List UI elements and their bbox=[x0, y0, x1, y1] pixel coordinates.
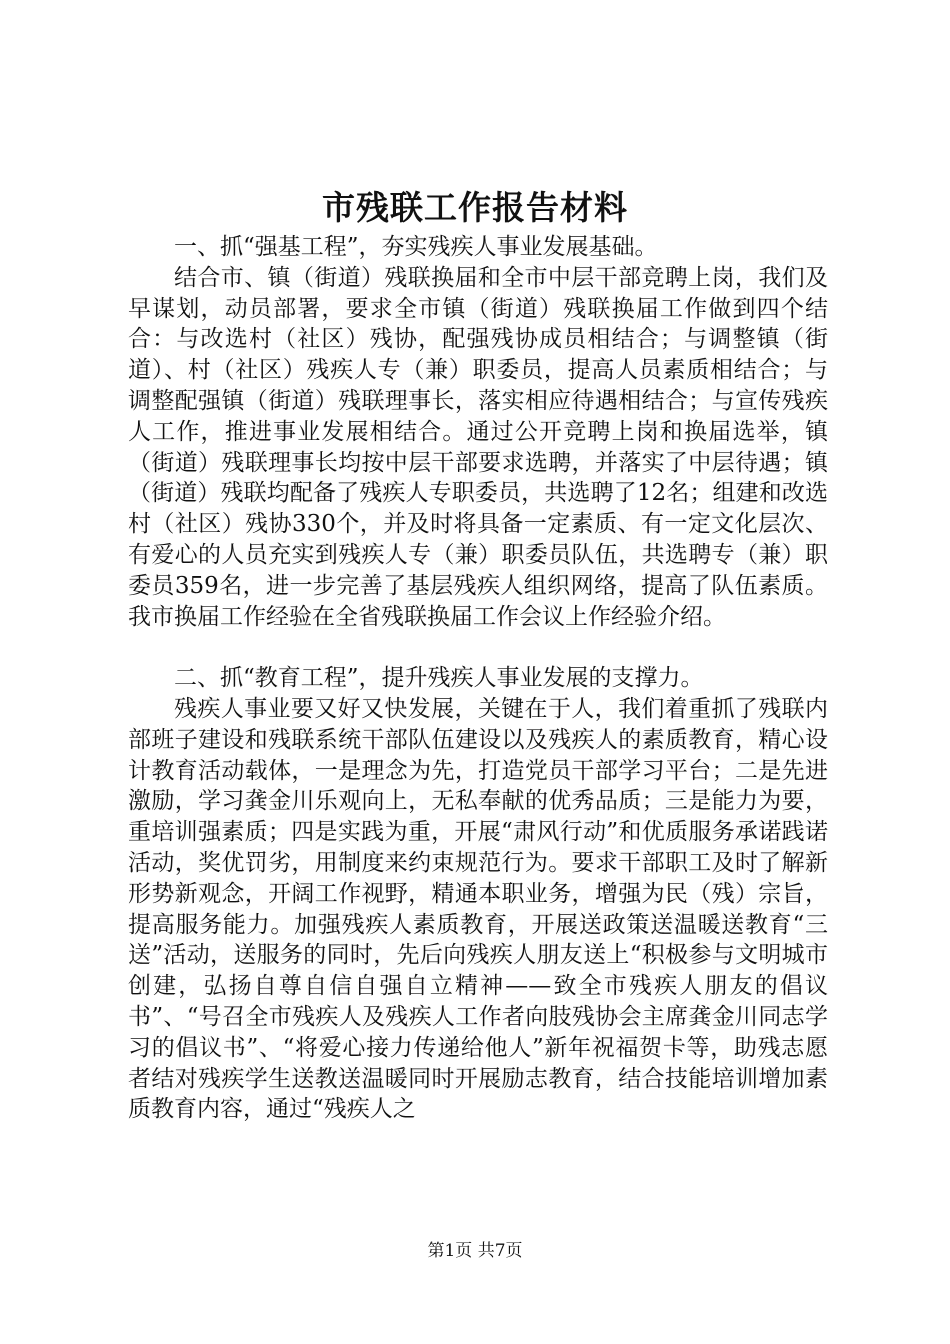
document-body bbox=[128, 232, 828, 1125]
section-heading-2: 二、抓“教育工程”，提升残疾人事业发展的支撑力。 bbox=[174, 665, 704, 692]
page-footer: 第1页 共7页 bbox=[427, 1241, 523, 1261]
paragraph-2: 残疾人事业要又好又快发展，关键在于人，我们着重抓了残联内部班子建设和残联系统干部队伍建设以及残疾人的素质教育，精心设计教育活动载体，一是理念为先，打造党员干部学习平台；二是先进激励，学习龚金川乐观向上，无私奉献的优秀品质；三是能力为要，重培训强素质；四是实践为重，开展“肃风行动”和优质服务承诺践诺活动，奖优罚劣，用制度来约束规范行为。要求干部职工及时了解新形势新观念，开阔工作视野，精通本职业务，增强为民（残）宗旨，提高服务能力。加强残疾人素质教育，开展送政策送温暖送教育“三送”活动，送服务的同时，先后向残疾人朋友送上“积极参与文明城市创建，弘扬自尊自信自强自立精神——致全市残疾人朋友的倡议书”、“号召全市残疾人及残疾人工作者向肢残协会主席龚金川同志学习的倡议书”、“将爱心接力传递给他人”新年祝福贺卡等，助残志愿者结对残疾学生送教送温暖同时开展励志教育，结合技能培训增加素质教育内容，通过“残疾人之 bbox=[128, 695, 828, 1123]
section-heading-1: 一、抓“强基工程”，夯实残疾人事业发展基础。 bbox=[174, 234, 658, 260]
paragraph-1: 结合市、镇（街道）残联换届和全市中层干部竞聘上岗，我们及早谋划，动员部署，要求全市镇（街道）残联换届工作做到四个结合：与改选村（社区）残协，配强残协成员相结合；与调整镇（街道）、村（社区）残疾人专（兼）职委员，提高人员素质相结合；与调整配强镇（街道）残联理事长，落实相应待遇相结合；与宣传残疾人工作，推进事业发展相结合。通过公开竞聘上岗和换届选举，镇（街道）残联理事长均按中层干部要求选聘，并落实了中层待遇；镇（街道）残联均配备了残疾人专职委员，共选聘了12名；组建和改选村（社区）残协330个，并及时将具备一定素质、有一定文化层次、有爱心的人员充实到残疾人专（兼）职委员队伍，共选聘专（兼）职委员359名，进一步完善了基层残疾人组织网络，提高了队伍素质。我市换届工作经验在全省残联换届工作会议上作经验介绍。 bbox=[128, 264, 828, 630]
document-title: 市残联工作报告材料 bbox=[322, 188, 628, 227]
